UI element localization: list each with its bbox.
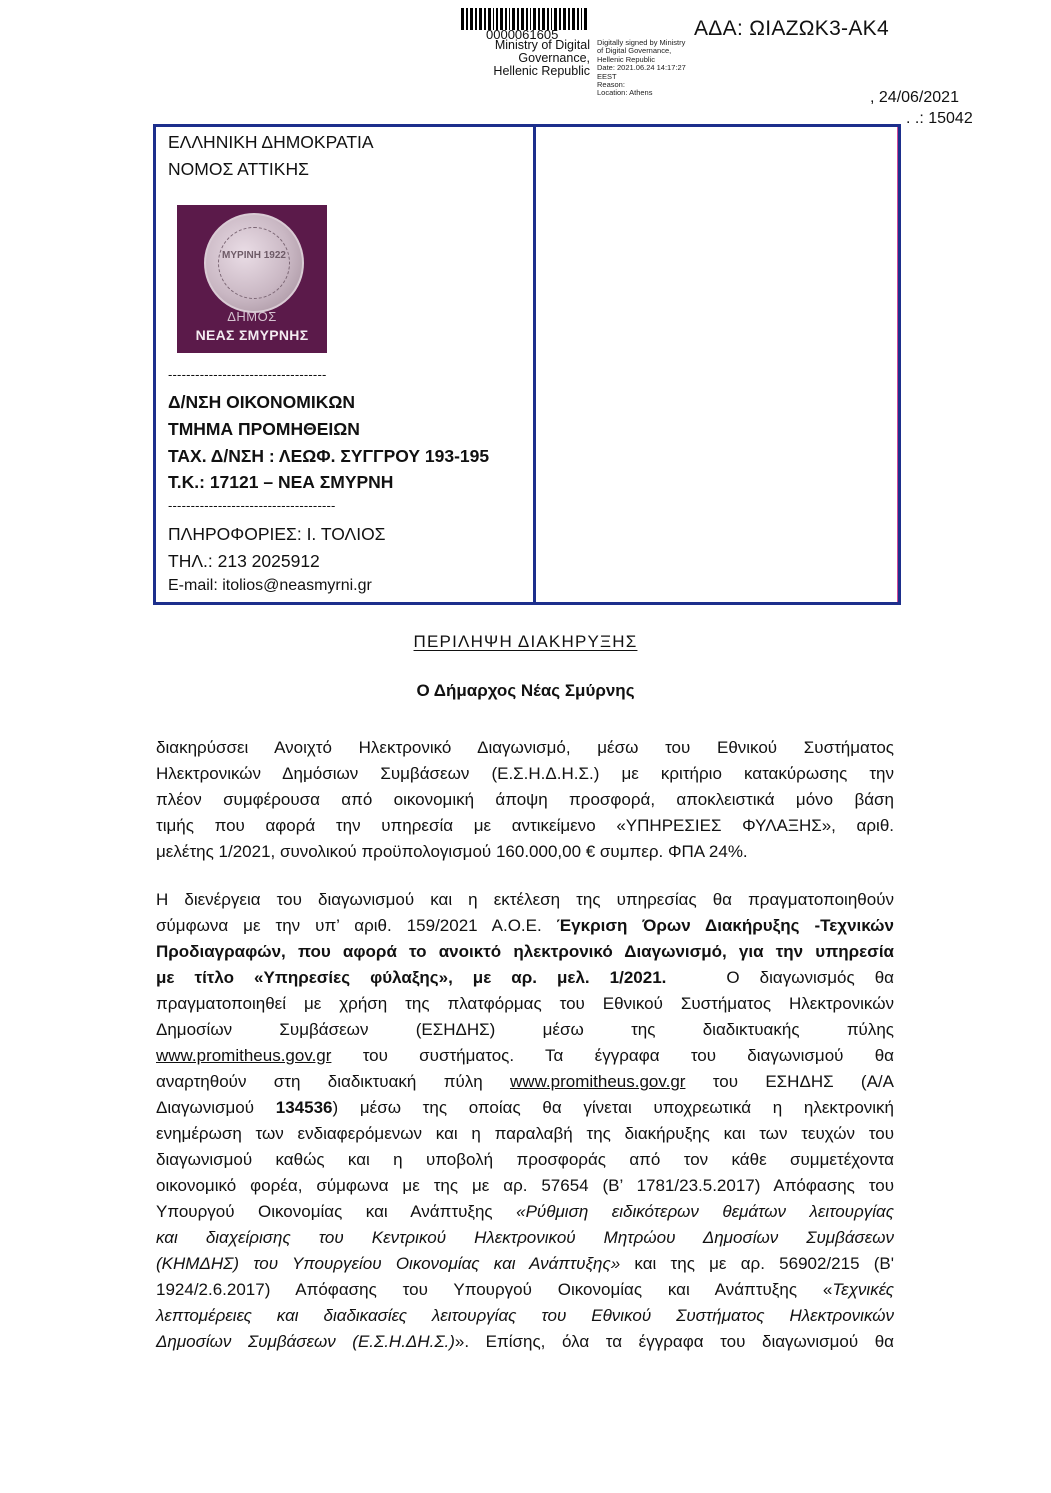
address-label: ΤΑΧ. Δ/ΝΣΗ : ΛΕΩΦ. ΣΥΓΓΡΟΥ 193-195 (168, 446, 490, 466)
text-line: Υπουργού Οικονομίας και Ανάπτυξης «Ρύθμιση ειδικότερων θεμάτων λειτουργίας (156, 1202, 894, 1221)
signer-line: Ministry of Digital (494, 38, 590, 52)
letterhead-box (153, 124, 901, 605)
text-line: τιμής που αφορά την υπηρεσία με αντικείμενο «ΥΠΗΡΕΣΙΕΣ ΦΥΛΑΞΗΣ», αριθ. (156, 816, 894, 835)
text-line: διακηρύσσει Ανοιχτό Ηλεκτρονικό Διαγωνισμό, μέσω του Εθνικού Συστήματος (156, 738, 894, 757)
logo-dimos: ΔΗΜΟΣ (227, 309, 277, 324)
text-line: Η διενέργεια του διαγωνισμού και η εκτέλεση της υπηρεσίας θα πραγματοποιηθούν (156, 890, 894, 909)
text-line: οικονομικό φορέα, σύμφωνα με της με αρ. 57654 (Β’ 1781/23.5.2017) Απόφασης του (156, 1176, 894, 1195)
paragraph-procedure (156, 887, 894, 1355)
text-line: 1924/2.6.2017) Απόφασης του Υπουργού Οικονομίας και Ανάπτυξης «Τεχνικές (156, 1280, 894, 1299)
tender-id: 134536 (275, 1098, 333, 1117)
coin-emblem-icon (204, 213, 304, 313)
text-line: Δημοσίων Συμβάσεων (Ε.Σ.Η.ΔΗ.Σ.)». Επίσης, όλα τα έγγραφα του διαγωνισμού θα (156, 1332, 895, 1351)
signer-line: Hellenic Republic (493, 64, 590, 78)
info-contact: ΠΛΗΡΟΦΟΡΙΕΣ: Ι. ΤΟΛΙΟΣ (168, 524, 386, 544)
sig-detail-line: Digitally signed by Ministry (597, 38, 686, 47)
text-line: πλέον συμφέρουσα από οικονομική άποψη προσφορά, αποκλειστικά μόνο βάση (156, 790, 894, 809)
document-date: , 24/06/2021 (870, 89, 959, 106)
document-title-text: ΠΕΡΙΛΗΨΗ ΔΙΑΚΗΡΥΞΗΣ (413, 632, 638, 651)
sig-detail-line: Reason: (597, 80, 625, 90)
sig-detail-line: Date: 2021.06.24 14:17:27 (597, 63, 686, 73)
phone-number: ΤΗΛ.: 213 2025912 (168, 551, 320, 571)
text-line: Διαγωνισμού 134536) μέσω της οποίας θα γίνεται υποχρεωτικά η ηλεκτρονική (156, 1098, 895, 1117)
text-line: μελέτης 1/2021, συνολικού προϋπολογισμού 160.000,00 € συμπερ. ΦΠΑ 24%. (156, 842, 748, 861)
protocol-number: . .: 15042 (906, 110, 973, 127)
signer-name (490, 39, 590, 78)
separator: ------------------------------------- (168, 498, 336, 513)
sig-detail-line: EEST (597, 71, 617, 81)
text-line: λεπτομέρειες και διαδικασίες λειτουργίας του Εθνικού Συστήματος Ηλεκτρονικών (156, 1306, 894, 1325)
promitheus-link[interactable]: www.promitheus.gov.gr (156, 1046, 332, 1065)
document-subtitle: Ο Δήμαρχος Νέας Σμύρνης (416, 681, 635, 700)
signature-details (597, 39, 717, 98)
text-line: Ηλεκτρονικών Δημόσιων Συμβάσεων (Ε.Σ.Η.Δ.Η.Σ.) με κριτήριο κατακύρωσης την (156, 764, 894, 783)
coin-text: ΜΥΡΙΝΗ 1922 (222, 250, 286, 261)
text-line: Δημοσίων Συμβάσεων (ΕΣΗΔΗΣ) μέσω της διαδικτυακής πύλης (156, 1020, 894, 1039)
text-line: ενημέρωση των ενδιαφερόμενων και η παραλαβή της διακήρυξης και των τευχών του (156, 1124, 894, 1143)
barcode-number: 0000061605 (486, 27, 559, 42)
promitheus-link[interactable]: www.promitheus.gov.gr (510, 1072, 686, 1091)
separator: ----------------------------------- (168, 367, 327, 382)
sig-detail-line: Location: Athens (597, 88, 653, 98)
text-line: πραγματοποιηθεί με χρήση της πλατφόρμας του Εθνικού Συστήματος Ηλεκτρονικών (156, 994, 894, 1013)
text-line: με τίτλο «Υπηρεσίες φύλαξης», με αρ. μελ. 1/2021. Ο διαγωνισμός θα (156, 968, 895, 987)
postal-code-label: Τ.Κ.: 17121 – ΝΕΑ ΣΜΥΡΝΗ (168, 472, 394, 492)
sig-detail-line: of Digital Governance, (597, 46, 672, 56)
letterhead-divider (533, 127, 536, 602)
text-line: αναρτηθούν στη διαδικτυακή πύλη www.promitheus.gov.gr του ΕΣΗΔΗΣ (Α/Α (156, 1072, 894, 1091)
department-label: ΤΜΗΜΑ ΠΡΟΜΗΘΕΙΩΝ (168, 419, 360, 439)
paragraph-announcement (156, 735, 894, 865)
text-line: www.promitheus.gov.gr του συστήματος. Τα έγγραφα του διαγωνισμού θα (156, 1046, 894, 1065)
document-title (0, 632, 1051, 652)
email-address: E-mail: itolios@neasmyrni.gr (168, 577, 372, 594)
logo-municipality-name: ΝΕΑΣ ΣΜΥΡΝΗΣ (195, 327, 309, 343)
signer-line: Governance, (518, 51, 590, 65)
ada-code: ΑΔΑ: ΩΙΑΖΩΚ3-ΑΚ4 (694, 17, 889, 40)
text-line: διαγωνισμού καθώς και η υποβολή προσφοράς από τον κάθε συμμετέχοντα (156, 1150, 894, 1169)
text-line: Προδιαγραφών, που αφορά το ανοικτό ηλεκτρονικό Διαγωνισμό, για την υπηρεσία (156, 942, 894, 961)
sig-detail-line: Hellenic Republic (597, 54, 655, 64)
republic-label: ΕΛΛΗΝΙΚΗ ΔΗΜΟΚΡΑΤΙΑ (168, 132, 374, 152)
text-line: σύμφωνα με την υπ’ αριθ. 159/2021 Α.Ο.Ε. Έγκριση Όρων Διακήρυξης -Τεχνικών (156, 916, 894, 935)
text-line: και διαχείρισης του Κεντρικού Ηλεκτρονικού Μητρώου Δημοσίων Συμβάσεων (156, 1228, 894, 1247)
municipality-logo (177, 205, 327, 353)
directorate-label: Δ/ΝΣΗ ΟΙΚΟΝΟΜΙΚΩΝ (168, 392, 355, 412)
prefecture-label: ΝΟΜΟΣ ΑΤΤΙΚΗΣ (168, 159, 309, 179)
text-line: (ΚΗΜΔΗΣ) του Υπουργείου Οικονομίας και Ανάπτυξης» και της με αρ. 56902/215 (Β' (156, 1254, 894, 1273)
